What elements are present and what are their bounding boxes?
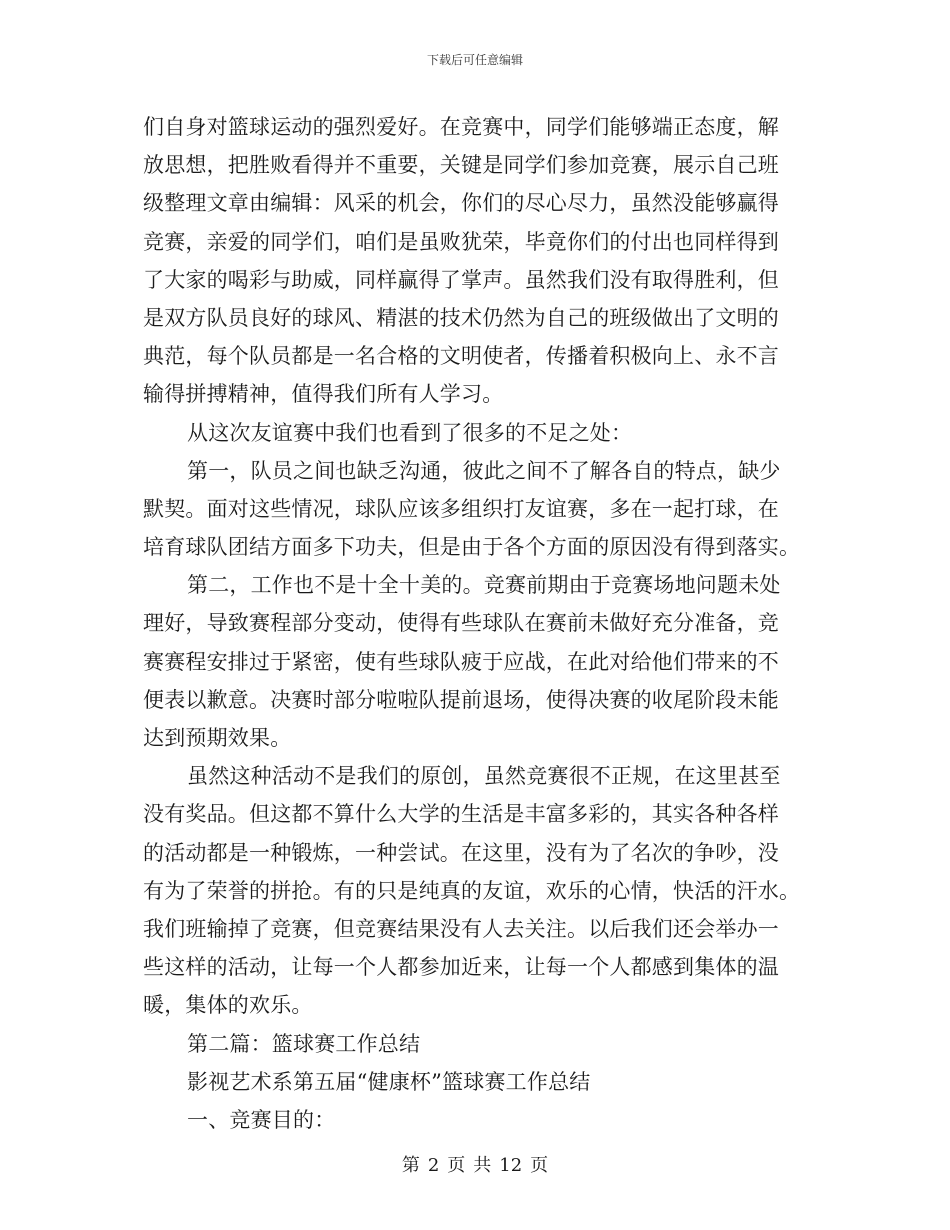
- body-line: 典范，每个队员都是一名合格的文明使者，传播着积极向上、永不言: [143, 344, 779, 369]
- body-line: 理好，导致赛程部分变动，使得有些球队在赛前未做好充分准备，竞: [143, 611, 779, 636]
- footer-prefix: 第: [401, 1155, 420, 1176]
- page-header: [0, 52, 950, 68]
- body-line: 是双方队员良好的球风、精湛的技术仍然为自己的班级做出了文明的: [143, 305, 779, 330]
- footer-suffix: 页: [530, 1155, 549, 1176]
- body-line: 便表以歉意。决赛时部分啦啦队提前退场，使得决赛的收尾阶段未能: [143, 687, 779, 712]
- body-line: 们自身对篮球运动的强烈爱好。在竞赛中，同学们能够端正态度，解: [143, 115, 779, 139]
- body-line: 了大家的喝彩与助威，同样赢得了掌声。虽然我们没有取得胜利，但: [143, 267, 779, 292]
- body-line: 第二，工作也不是十全十美的。竞赛前期由于竞赛场地问题未处: [187, 573, 781, 598]
- body-line: 培育球队团结方面多下功夫，但是由于各个方面的原因没有得到落实。: [143, 535, 801, 560]
- total-pages-number: 12: [499, 1155, 523, 1176]
- page-footer: [0, 1154, 950, 1178]
- body-line: 没有奖品。但这都不算什么大学的生活是丰富多彩的，其实各种各样: [143, 802, 779, 827]
- body-line: 暖，集体的欢乐。: [143, 993, 313, 1018]
- body-line: 有为了荣誉的拼抢。有的只是纯真的友谊，欢乐的心情，快活的汗水。: [143, 878, 801, 903]
- body-line: 从这次友谊赛中我们也看到了很多的不足之处：: [187, 420, 633, 445]
- footer-total-word: 共: [473, 1155, 492, 1176]
- body-line: 一、竞赛目的：: [187, 1107, 336, 1132]
- body-line: 些这样的活动，让每一个人都参加近来，让每一个人都感到集体的温: [143, 955, 779, 980]
- body-line: 的活动都是一种锻炼，一种尝试。在这里，没有为了名次的争吵，没: [143, 840, 779, 865]
- body-line: 输得拼搏精神，值得我们所有人学习。: [143, 382, 504, 407]
- body-line: 级整理文章由编辑：风采的机会，你们的尽心尽力，虽然没能够赢得: [143, 191, 779, 216]
- body-line: 影视艺术系第五届“健康杯”篮球赛工作总结: [187, 1069, 591, 1094]
- body-line: 竞赛，亲爱的同学们，咱们是虽败犹荣，毕竟你们的付出也同样得到: [143, 229, 779, 254]
- body-line: 虽然这种活动不是我们的原创，虽然竞赛很不正规，在这里甚至: [187, 764, 781, 789]
- body-line: 默契。面对这些情况，球队应该多组织打友谊赛，多在一起打球，在: [143, 496, 779, 521]
- body-line: 第二篇：篮球赛工作总结: [187, 1031, 421, 1056]
- document-body: [143, 108, 807, 1139]
- body-line: 放思想，把胜败看得并不重要，关键是同学们参加竞赛，展示自己班: [143, 153, 779, 178]
- header-text: 下载后可任意编辑: [426, 53, 523, 67]
- body-line: 达到预期效果。: [143, 726, 292, 750]
- footer-page-word: 页: [447, 1155, 466, 1176]
- body-line: 第一，队员之间也缺乏沟通，彼此之间不了解各自的特点，缺少: [187, 458, 781, 483]
- body-line: 我们班输掉了竞赛，但竞赛结果没有人去关注。以后我们还会举办一: [143, 916, 779, 941]
- body-line: 赛赛程安排过于紧密，使有些球队疲于应战，在此对给他们带来的不: [143, 649, 779, 674]
- current-page-number: 2: [427, 1155, 440, 1176]
